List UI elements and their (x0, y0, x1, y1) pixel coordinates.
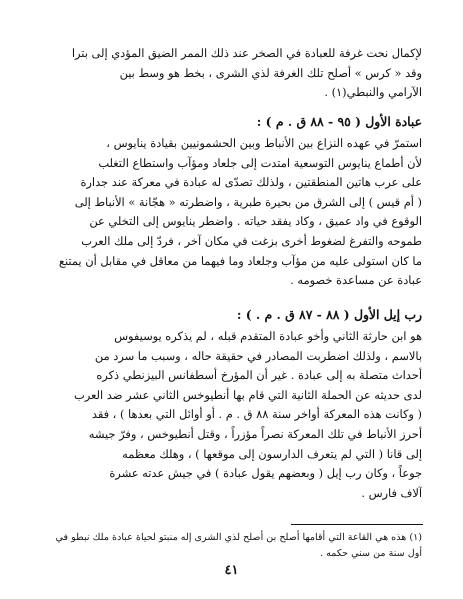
intro-paragraph (40, 44, 422, 103)
page-number: ٤١ (224, 563, 239, 578)
text-line: الآرامي والنبطي(١) . (324, 85, 422, 100)
text-line: ( وكانت هذه المعركة أواخر سنة ٨٨ ق . م . أو أوائل التي بعدها ) ، فقد (91, 407, 422, 422)
text-line: عبادة عن مساعدة خصومه . (290, 273, 422, 288)
text-line: ما كان استولى عليه من مؤآب وجلعاد وما فيهما من معاقل في مقابل أن يمتنع (58, 253, 422, 268)
rabbel-paragraph (40, 327, 422, 503)
text-line: الوقوع في واد عميق ، وكاد يفقد حياته . واضطر ينايوس إلى التخلي عن (89, 214, 422, 229)
text-line: طموحه والتفرغ لضغوط أخرى بزغت في مكان آخر ، فردّ إلى ملك العرب (81, 233, 422, 248)
footnote-divider (291, 524, 423, 525)
section-heading-rabbel: رب إيل الأول ( ٨٨ - ٨٧ ق . م . ) : (236, 307, 422, 322)
text-line: أحرز الأنباط في تلك المعركة نصراً مؤزراً ، وقتل أنطيوخس ، وفرّ جيشه (88, 426, 422, 441)
text-line: وقد « كرس » أصلح تلك الغرفة لذي الشرى ، بخط هو وسط بين (119, 65, 422, 80)
text-line: لأن أطماع ينايوس التوسعية امتدت إلى جلعاد ومؤآب واستطاع التغلب (98, 155, 422, 170)
text-line: استمرّ في عهده النزاع بين الأنباط وبين الحشمونيين بقيادة ينايوس ، (106, 136, 422, 150)
text-line: لإكمال نحت غرفة للعبادة في الصخر عند ذلك الممر الضيق المؤدي إلى بترا (71, 46, 422, 60)
footnote (40, 530, 422, 562)
text-line: هو ابن حارثة الثاني وأخو عبادة المتقدم قبله ، لم يذكره يوسيفوس (114, 329, 422, 343)
text-line: لدى حديثه عن الحملة الثانية التي قام بها أنطيوخس الثاني عشر ضد العرب (74, 387, 422, 402)
text-line: آلاف فارس . (361, 485, 422, 500)
text-line: جوعاً ، وكان رب إيل ( وبعضهم يقول عبادة ) في جيش عدته عشرة (109, 466, 422, 481)
text-line: أحداث متصلة به إلى عبادة . غير أن المؤرخ أسطفانس البيزنطي ذكره (96, 368, 422, 383)
text-line: ( أم قيس ) إلى الشرق من بحيرة طبرية ، واضطرته « هجّانة » الأنباط إلى (74, 194, 422, 209)
text-line: إلى قانا ( التي لم يتعرف الدارسون إلى موقعها ) ، وهلك معظمه (122, 446, 422, 461)
text-line: على عرب هاتين المنطقتين ، ولذلك تصدّى له عبادة في معركة عند جدارة (80, 175, 422, 190)
section-heading-obodas: عبادة الأول ( ٩٥ - ٨٨ ق . م ) : (256, 114, 422, 129)
footnote-line: (١) هذه هي القاعة التي أقامها أصلح بن أصلح لذي الشرى إله منبتو لحياة عبادة ملك نبطو في (55, 532, 422, 543)
obodas-paragraph (40, 134, 422, 291)
footnote-line: أول سنة من سني حكمه . (320, 548, 422, 559)
text-line: بالاسم ، ولذلك اضطربت المصادر في حقيقة حاله ، وسبب ما سرد من (94, 348, 422, 363)
